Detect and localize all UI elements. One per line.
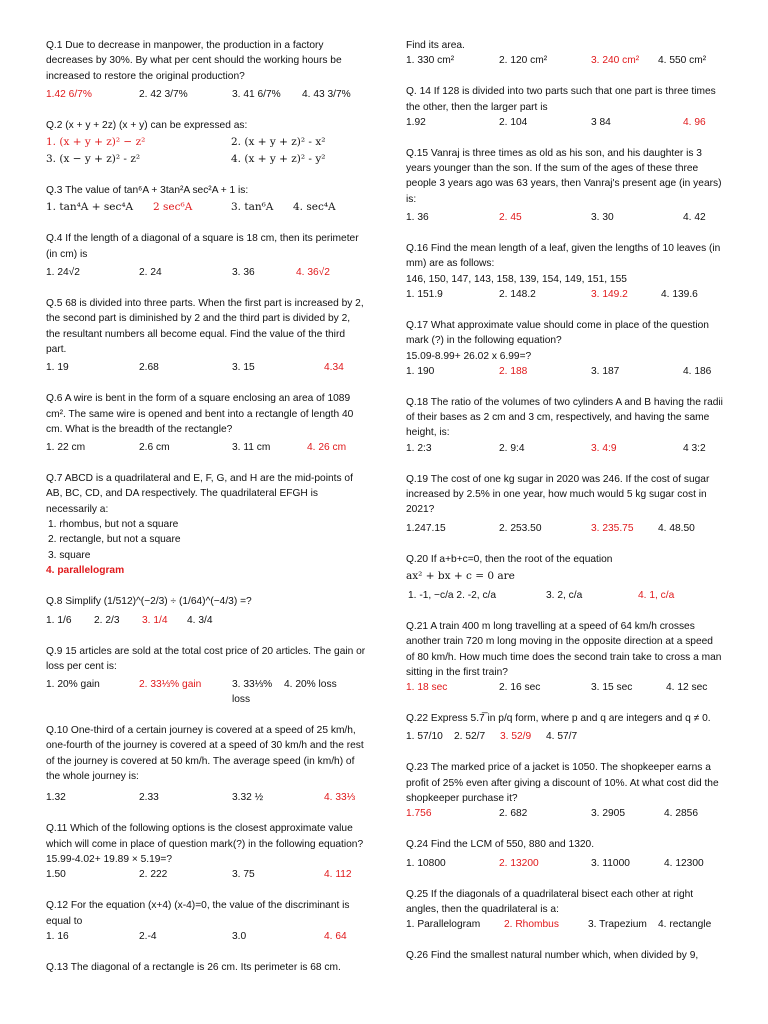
question-23	[406, 760, 724, 821]
option-4: 4. 64	[324, 930, 347, 942]
option-3: 3. 15 sec	[591, 682, 633, 694]
option-1: 1. 22 cm	[46, 442, 86, 454]
option-1: 1. 24√2	[46, 267, 80, 279]
options-row	[406, 521, 724, 536]
question-16	[406, 241, 724, 302]
question-text: Q.24 Find the LCM of 550, 880 and 1320.	[406, 839, 595, 851]
option-3: 3. 36	[232, 267, 255, 279]
option-1: 1.756	[406, 808, 432, 820]
question-text: Q.6 A wire is bent in the form of a square enclosing an area of 1089 cm². The same wire is opened and bent into a rectangle of length 40 cm. What is the breadth of the rectangle?	[46, 393, 354, 435]
option-3: 3. 1/4	[142, 614, 168, 626]
option-3: 3. 11 cm	[232, 442, 271, 454]
option-1: 1. 57/10	[406, 731, 443, 743]
option-1: 1.92	[406, 116, 426, 128]
options-row	[46, 677, 366, 707]
option-3: 3. 15	[232, 362, 255, 374]
option-2: 2 sec⁶A	[153, 201, 193, 214]
question-14	[406, 84, 724, 130]
option-1: 1.42 6/7%	[46, 88, 92, 100]
question-text: Q.2 (x + y + 2z) (x + y) can be expressed as:	[46, 119, 248, 131]
option-4: 4. 26 cm	[307, 442, 347, 454]
equation: 15.99-4.02+ 19.89 × 5.19=?	[46, 853, 173, 865]
question-17	[406, 318, 724, 379]
question-9	[46, 644, 366, 708]
option-1: 1.247.15	[406, 522, 446, 534]
option-3: 3. 52/9	[500, 731, 532, 743]
equation: 15.09-8.99+ 26.02 x 6.99=?	[406, 350, 532, 362]
option-2: 2. 33⅓% gain	[139, 679, 202, 691]
question-6	[46, 391, 366, 455]
options-row	[406, 53, 724, 68]
option-1: 1. 18 sec	[406, 682, 448, 694]
option-3: 3. 187	[591, 365, 620, 377]
option-4: 4. 57/7	[546, 731, 578, 743]
options-row	[406, 806, 724, 821]
question-8	[46, 594, 366, 627]
question-10	[46, 723, 366, 805]
question-text: Q.1 Due to decrease in manpower, the production in a factory decreases by 30%. By what per cent should the working hours be increased to restore the original production?	[46, 40, 342, 82]
options-row	[46, 929, 366, 944]
question-13	[46, 960, 366, 975]
options-row	[46, 265, 366, 280]
options-row	[406, 856, 724, 871]
option-1: 1. 151.9	[406, 288, 443, 300]
option-4: 4. 12300	[664, 857, 704, 869]
options-row	[406, 287, 724, 302]
option-1: 1. 1/6	[46, 614, 72, 626]
equation: ax² + bx + c = 0 are	[406, 569, 515, 582]
options-row	[406, 680, 724, 695]
option-2: 2.-4	[139, 930, 157, 942]
question-text: Q.11 Which of the following options is the closest approximate value which will come in place of question mark(?) in the following equation?	[46, 823, 364, 850]
question-20	[406, 552, 724, 603]
options-row	[406, 441, 724, 456]
question-4	[46, 231, 366, 280]
option-4: 4. 2856	[664, 808, 698, 820]
option-4: 4. 139.6	[661, 288, 698, 300]
option-3: 3. 149.2	[591, 288, 628, 300]
option-2: 2. 188	[499, 365, 528, 377]
option-2: 2. 42 3/7%	[139, 88, 188, 100]
question-text: Q.5 68 is divided into three parts. When the first part is increased by 2, the second part is diminished by 2 and the third part is divided by 2, the resultant numbers all become equal. Find the value of the third part.	[46, 298, 364, 355]
options-row	[46, 790, 366, 805]
options-row	[406, 917, 724, 932]
question-24	[406, 837, 724, 870]
option-4: 4. 36√2	[296, 267, 330, 279]
option-3: 3. tan⁶A	[231, 201, 274, 214]
option-2: 2. 104	[499, 116, 528, 128]
options-row	[46, 360, 366, 375]
question-11	[46, 821, 366, 882]
option-2: 2. 222	[139, 869, 168, 881]
question-text: Q.19 The cost of one kg sugar in 2020 was 246. If the cost of sugar increased by 2.5% in one year, how much would 5 kg sugar cost in 2021?	[406, 473, 710, 516]
option-2: 2. rectangle, but not a square	[48, 534, 181, 546]
option-4: 4.34	[324, 362, 344, 374]
left-column	[46, 38, 366, 991]
options-row	[406, 364, 724, 379]
question-26	[406, 948, 724, 963]
option-4: 4. rectangle	[658, 919, 712, 931]
option-4: 4. 96	[683, 116, 706, 128]
option-1: 1. 2:3	[406, 442, 432, 454]
option-1: 1. rhombus, but not a square	[48, 519, 179, 531]
option-2: 2. 16 sec	[499, 682, 541, 694]
option-4: 4 3:2	[683, 442, 706, 454]
options-row	[46, 440, 366, 455]
question-text: Q.13 The diagonal of a rectangle is 26 cm. Its perimeter is 68 cm.	[46, 961, 341, 973]
option-1: 1. 36	[406, 212, 429, 224]
option-2: 2. (x + y + z)² - x²	[231, 136, 326, 149]
data-list: 146, 150, 147, 143, 158, 139, 154, 149, 151, 155	[406, 273, 627, 285]
options-row	[406, 210, 724, 225]
option-4: 4. (x + y + z)² - y²	[231, 153, 326, 166]
option-2: 2. 120 cm²	[499, 55, 548, 67]
question-text: Q.22 Express 5.7̅ in p/q form, where p and q are integers and q ≠ 0.	[406, 713, 711, 725]
option-4: 4. 43 3/7%	[302, 88, 351, 100]
option-2: 2. 24	[139, 267, 162, 279]
question-12	[46, 898, 366, 944]
option-1: 1. 19	[46, 362, 69, 374]
option-3: 3. (x − y + z)² - z²	[46, 153, 141, 166]
option-2: 2.33	[139, 792, 159, 804]
option-1: 1. 330 cm²	[406, 55, 455, 67]
option-1: 1.32	[46, 792, 66, 804]
question-text: Q.20 If a+b+c=0, then the root of the equation	[406, 553, 613, 565]
option-2: 2. 682	[499, 808, 528, 820]
option-3: 3. 4:9	[591, 442, 617, 454]
options-row	[46, 152, 366, 167]
option-3: 3. 33⅓% loss	[232, 679, 273, 706]
question-25	[406, 887, 724, 933]
option-4: 4. 12 sec	[666, 682, 708, 694]
question-2	[46, 118, 366, 167]
option-2: 2. 2/3	[94, 614, 120, 626]
option-4: 4. 33⅓	[324, 792, 356, 804]
options-row	[46, 867, 366, 882]
option-1: 1. Parallelogram	[406, 919, 481, 931]
option-4: 4. 1, c/a	[638, 589, 675, 601]
question-text: Q.3 The value of tan⁶A + 3tan²A sec²A + 1 is:	[46, 185, 249, 197]
option-1: 1. 190	[406, 365, 435, 377]
option-3: 3. 75	[232, 869, 255, 881]
option-2: 2. 13200	[499, 857, 539, 869]
question-text: Q.10 One-third of a certain journey is covered at a speed of 25 km/h, one-fourth of the journey is covered at a speed of 30 km/h and the rest of the journey is covered at 50 km/h. The average speed (in km/h) of the whole journey is:	[46, 725, 364, 783]
options-list	[46, 517, 366, 578]
option-2: 2. 45	[499, 212, 522, 224]
option-3: 3. 30	[591, 212, 614, 224]
option-3: 3. Trapezium	[588, 919, 647, 931]
question-7	[46, 471, 366, 578]
option-3: 3. 235.75	[591, 522, 634, 534]
option-3: 3. square	[48, 549, 91, 561]
question-text: Q.21 A train 400 m long travelling at a speed of 64 km/h crosses another train 720 m long moving in the opposite direction at a speed of 80 km/h. How much time does the second train take to cross a man sitting in the first train?	[406, 620, 722, 678]
option-4: 4. 550 cm²	[658, 55, 707, 67]
option-1: 1. 10800	[406, 857, 446, 869]
question-3	[46, 183, 366, 215]
right-column	[406, 38, 724, 980]
option-2: 2. 52/7	[454, 731, 486, 743]
option-1: 1. tan⁴A + sec⁴A	[46, 201, 134, 214]
question-text: Q.26 Find the smallest natural number which, when divided by 9,	[406, 950, 699, 962]
options-row	[406, 115, 724, 130]
option-3: 3 84	[591, 116, 611, 128]
option-1: 1.50	[46, 869, 66, 881]
question-15	[406, 146, 724, 225]
question-5	[46, 296, 366, 375]
option-3: 3. 2, c/a	[546, 589, 583, 601]
option-3: 3. 2905	[591, 808, 625, 820]
option-4: 4. sec⁴A	[293, 201, 336, 214]
options-row	[46, 135, 366, 150]
option-3: 3. 11000	[591, 857, 630, 869]
question-22	[406, 711, 724, 744]
question-text: Q.16 Find the mean length of a leaf, given the lengths of 10 leaves (in mm) are as follows:	[406, 243, 721, 270]
option-3: 3. 41 6/7%	[232, 88, 281, 100]
option-3: 3. 240 cm²	[591, 55, 640, 67]
options-row	[406, 588, 724, 603]
option-2: 2. 253.50	[499, 522, 542, 534]
question-19	[406, 472, 724, 536]
question-text: Q.17 What approximate value should come in place of the question mark (?) in the following equation?	[406, 319, 709, 347]
option-4: 4. 48.50	[658, 522, 695, 534]
question-text: Q. 14 If 128 is divided into two parts such that one part is three times the other, then the larger part is	[406, 86, 716, 113]
question-text: Find its area.	[406, 40, 465, 51]
question-1	[46, 38, 366, 102]
question-text: Q.8 Simplify (1/512)^(−2/3) ÷ (1/64)^(−4/3) =?	[46, 596, 252, 608]
question-text: Q.12 For the equation (x+4) (x-4)=0, the value of the discriminant is equal to	[46, 900, 350, 927]
question-text: Q.7 ABCD is a quadrilateral and E, F, G, and H are the mid-points of AB, BC, CD, and DA respectively. The quadrilateral EFGH is necessarily a:	[46, 473, 353, 515]
option-2: 2.6 cm	[139, 442, 170, 454]
option-4: 4. 112	[324, 869, 352, 881]
option-4: 4. parallelogram	[46, 564, 125, 576]
option-4: 4. 186	[683, 365, 712, 377]
option-3: 3.32 ½	[232, 792, 264, 804]
option-2: 2. 9:4	[499, 442, 525, 454]
question-text: Q.23 The marked price of a jacket is 1050. The shopkeeper earns a profit of 25% even after giving a discount of 10%. At what cost did the shopkeeper purchase it?	[406, 762, 719, 805]
option-4: 4. 42	[683, 212, 706, 224]
options-row	[46, 200, 366, 215]
question-text: Q.18 The ratio of the volumes of two cylinders A and B having the radii of their bases as 2 cm and 3 cm, respectively, and having the same height, is:	[406, 396, 723, 439]
option-1: 1. 20% gain	[46, 679, 100, 691]
option-1-2: 1. -1, −c/a 2. -2, c/a	[408, 589, 497, 601]
question-text: Q.15 Vanraj is three times as old as his son, and his daughter is 3 years younger than the son. If the sum of the ages of these three people 3 years ago was 63 years, then Vanraj's present age (in years) is:	[406, 147, 722, 205]
question-text: Q.9 15 articles are sold at the total cost price of 20 articles. The gain or loss per cent is:	[46, 645, 366, 672]
option-4: 4. 3/4	[187, 614, 213, 626]
question-18	[406, 395, 724, 456]
option-1: 1. (x + y + z)² − z²	[46, 136, 146, 149]
option-2: 2. 148.2	[499, 288, 536, 300]
option-2: 2. Rhombus	[504, 919, 559, 931]
question-text: Q.25 If the diagonals of a quadrilateral bisect each other at right angles, then the quadrilateral is a:	[406, 888, 694, 915]
option-1: 1. 16	[46, 930, 69, 942]
question-21	[406, 619, 724, 695]
options-row	[46, 87, 366, 102]
options-row	[46, 613, 366, 628]
question-13-continued	[406, 38, 724, 68]
option-3: 3.0	[232, 930, 247, 942]
options-row	[406, 729, 724, 744]
option-4: 4. 20% loss	[284, 679, 337, 691]
question-text: Q.4 If the length of a diagonal of a square is 18 cm, then its perimeter (in cm) is	[46, 233, 359, 260]
option-2: 2.68	[139, 362, 159, 374]
